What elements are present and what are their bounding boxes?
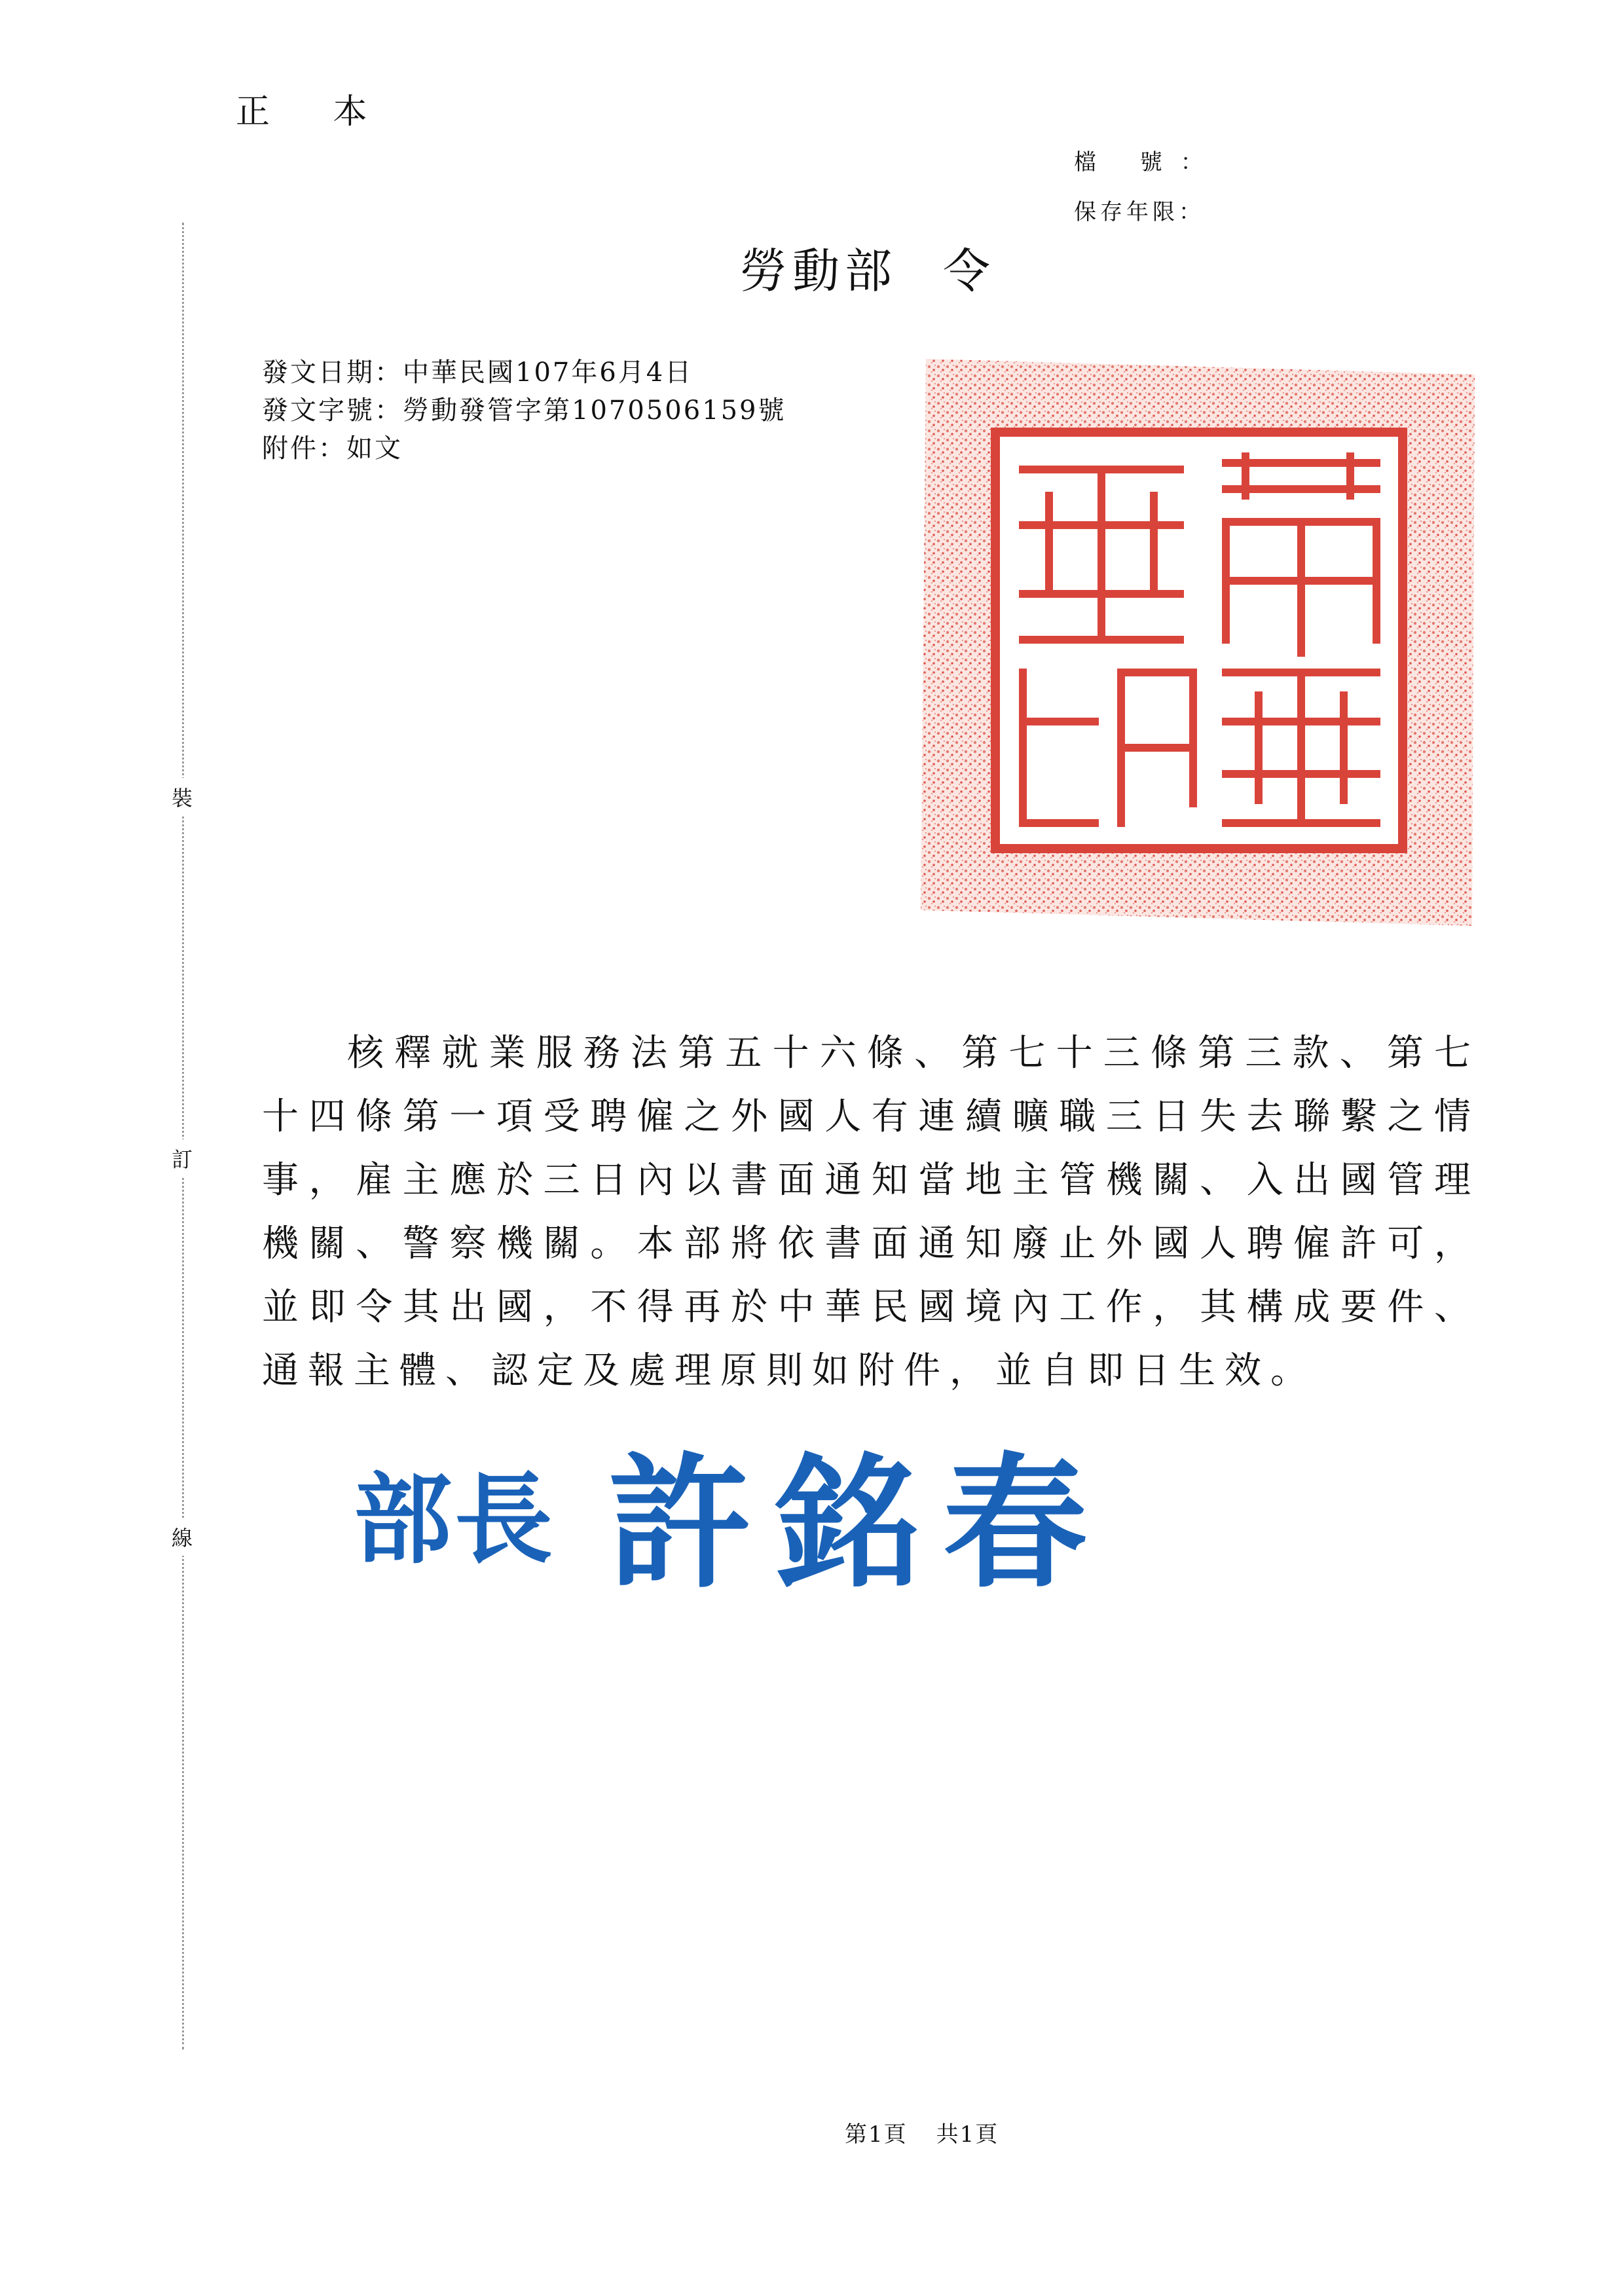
attachment-note: 附件：如文 — [262, 433, 403, 464]
signature-title: 部長 — [354, 1463, 556, 1577]
document-title — [740, 233, 995, 301]
page-footer — [845, 2116, 999, 2148]
minister-signature — [354, 1408, 1111, 1615]
agency-name: 勞動部 — [740, 244, 898, 299]
document-number: 發文字號：勞動發管字第1070506159號 — [262, 395, 786, 426]
binding-line — [182, 223, 184, 2049]
issue-date: 發文日期：中華民國107年6月4日 — [262, 358, 693, 388]
decree-body: 核釋就業服務法第五十六條、第七十三條第三款、第七十四條第一項受聘僱之外國人有連續曠職三日失去聯繫之情事，雇主應於三日內以書面通知當地主管機關、入出國管理機關、警察機關。本部將依書面通知廢止外國人聘僱許可，並即令其出國，不得再於中華民國境內工作，其構成要件、通報主體、認定及處理原則如附件，並自即日生效。 — [262, 1032, 1480, 1392]
binding-char-line: 線 — [172, 1518, 193, 1556]
archive-number-label: 檔 號： — [1074, 149, 1221, 175]
retention-period-label: 保存年限： — [1074, 199, 1205, 225]
binding-char-staple: 訂 — [172, 1139, 193, 1177]
official-seal — [918, 355, 1480, 928]
page-total: 共1頁 — [936, 2121, 999, 2148]
page-number: 第1頁 — [845, 2121, 908, 2148]
binding-char-bind: 裝 — [172, 778, 193, 816]
copy-mark: 正 本 — [236, 92, 394, 132]
document-type: 令 — [943, 244, 996, 299]
signature-name: 許銘春 — [608, 1440, 1111, 1607]
